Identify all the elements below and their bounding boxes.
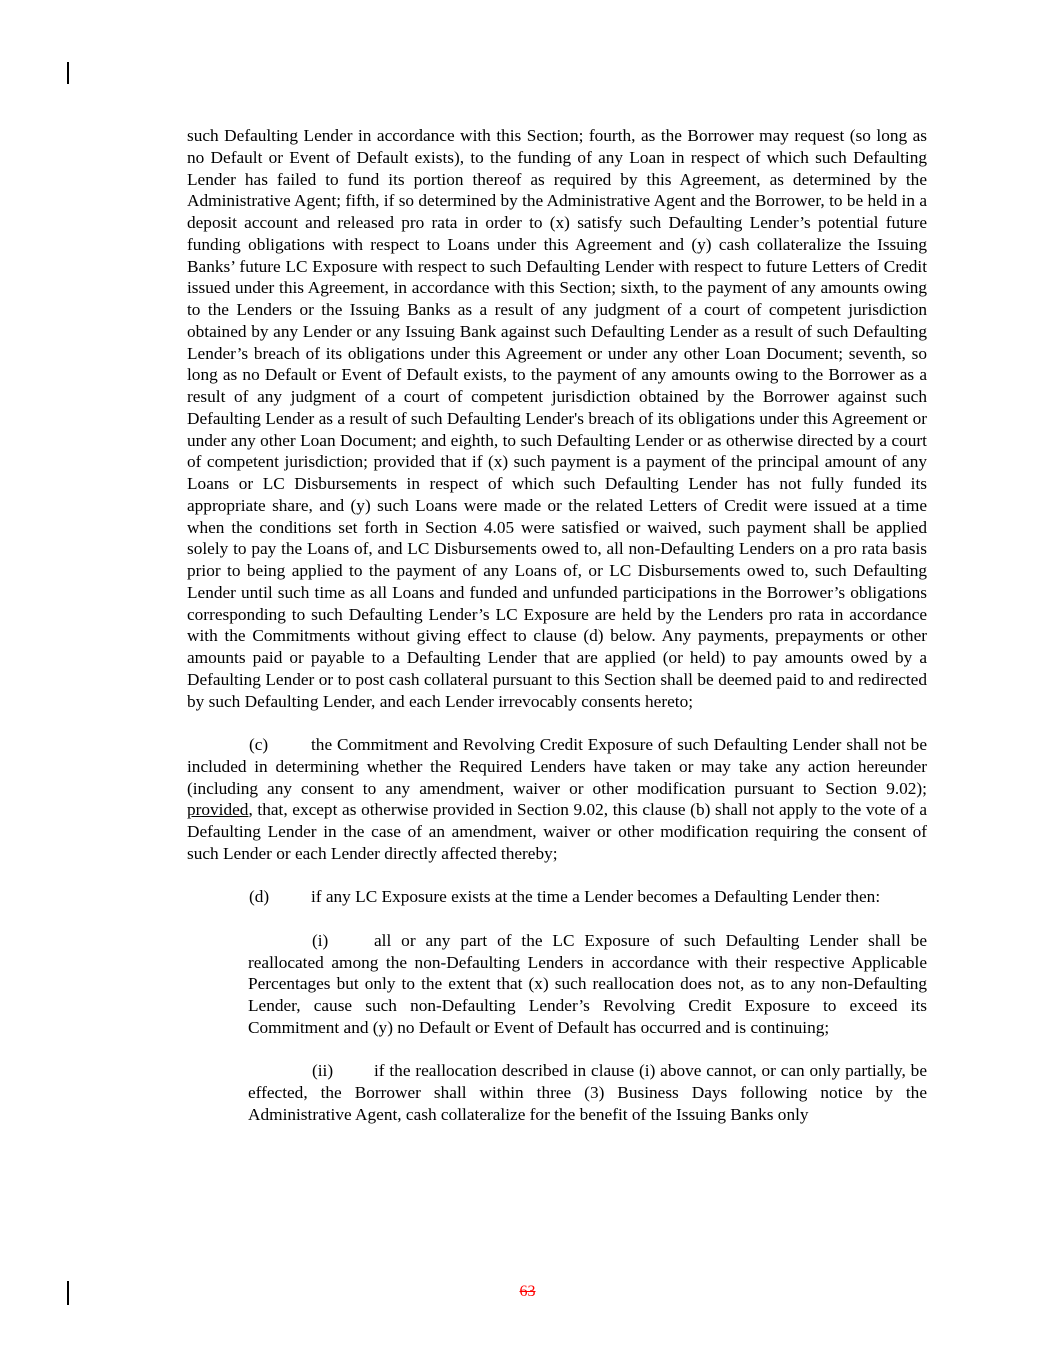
change-bar-top bbox=[67, 62, 69, 84]
paragraph-d-text: if any LC Exposure exists at the time a Lender becomes a Defaulting Lender then: bbox=[311, 887, 881, 907]
paragraph-d-ii-text: if the reallocation described in clause (i) above cannot, or can only partially, be effected, the Borrower shall within three (3) Business Days following notice by the Administrative Agent, cash collateralize for the benefit of the Issuing Banks only bbox=[248, 1061, 927, 1124]
paragraph-d-i bbox=[248, 930, 927, 1039]
paragraph-d bbox=[187, 886, 927, 908]
document-body bbox=[187, 125, 927, 1126]
paragraph-c bbox=[187, 734, 927, 865]
clause-label-d-ii: (ii) bbox=[312, 1061, 334, 1081]
page-number: 63 bbox=[519, 1283, 536, 1300]
paragraph-d-i-text: all or any part of the LC Exposure of such Defaulting Lender shall be reallocated among the non-Defaulting Lenders in accordance with their respective Applicable Percentages but only to the extent that (x) such reallocation does not, as to any non-Defaulting Lender, cause such non-Defaulting Lender’s Revolving Credit Exposure to exceed its Commitment and (y) no Default or Event of Default has occurred and is continuing; bbox=[248, 930, 927, 1037]
provided-underlined: provided bbox=[187, 800, 249, 820]
clause-label-c: (c) bbox=[249, 735, 269, 754]
paragraph-c-text-after: , that, except as otherwise provided in Section 9.02, this clause (b) shall not apply to the vote of a Defaulting Lender in the case of an amendment, waiver or other modification requiring the consent of such Lender or each Lender directly affected thereby; bbox=[187, 800, 927, 863]
clause-label-d-i: (i) bbox=[312, 930, 329, 950]
clause-label-d: (d) bbox=[249, 887, 270, 907]
paragraph-c-text-before: the Commitment and Revolving Credit Exposure of such Defaulting Lender shall not be included in determining whether the Required Lenders have taken or may take any action hereunder (including any consent to any amendment, waiver or other modification pursuant to Section 9.02); bbox=[187, 735, 927, 798]
paragraph-continuation: such Defaulting Lender in accordance with this Section; fourth, as the Borrower may request (so long as no Default or Event of Default exists), to the funding of any Loan in respect of which such Defaulting Lender has failed to fund its portion thereof as required by this Agreement, as determined by the Administrative Agent; fifth, if so determined by the Administrative Agent and the Borrower, to be held in a deposit account and released pro rata in order to (x) satisfy such Defaulting Lender’s potential future funding obligations with respect to Loans under this Agreement and (y) cash collateralize the Issuing Banks’ future LC Exposure with respect to such Defaulting Lender with respect to future Letters of Credit issued under this Agreement, in accordance with this Section; sixth, to the payment of any amounts owing to the Lenders or the Issuing Banks as a result of any judgment of a court of competent jurisdiction obtained by any Lender or any Issuing Bank against such Defaulting Lender as a result of such Defaulting Lender’s breach of its obligations under this Agreement or under any other Loan Document; seventh, so long as no Default or Event of Default exists, to the payment of any amounts owing to the Borrower as a result of any judgment of a court of competent jurisdiction obtained by the Borrower against such Defaulting Lender as a result of such Defaulting Lender's breach of its obligations under this Agreement or under any other Loan Document; and eighth, to such Defaulting Lender or as otherwise directed by a court of competent jurisdiction; provided that if (x) such payment is a payment of the principal amount of any Loans or LC Disbursements in respect of which such Defaulting Lender has not fully funded its appropriate share, and (y) such Loans were made or the related Letters of Credit were issued at a time when the conditions set forth in Section 4.05 were satisfied or waived, such payment shall be applied solely to pay the Loans of, and LC Disbursements owed to, all non-Defaulting Lenders on a pro rata basis prior to being applied to the payment of any Loans of, or LC Disbursements owed to, such Defaulting Lender until such time as all Loans and funded and unfunded participations in the Borrower’s obligations corresponding to such Defaulting Lender’s LC Exposure are held by the Lenders pro rata in accordance with the Commitments without giving effect to clause (d) below. Any payments, prepayments or other amounts paid or payable to a Defaulting Lender that are applied (or held) to pay amounts owed by a Defaulting Lender or to post cash collateral pursuant to this Section shall be deemed paid to and redirected by such Defaulting Lender, and each Lender irrevocably consents hereto; bbox=[187, 126, 927, 711]
paragraph-d-ii bbox=[248, 1060, 927, 1125]
